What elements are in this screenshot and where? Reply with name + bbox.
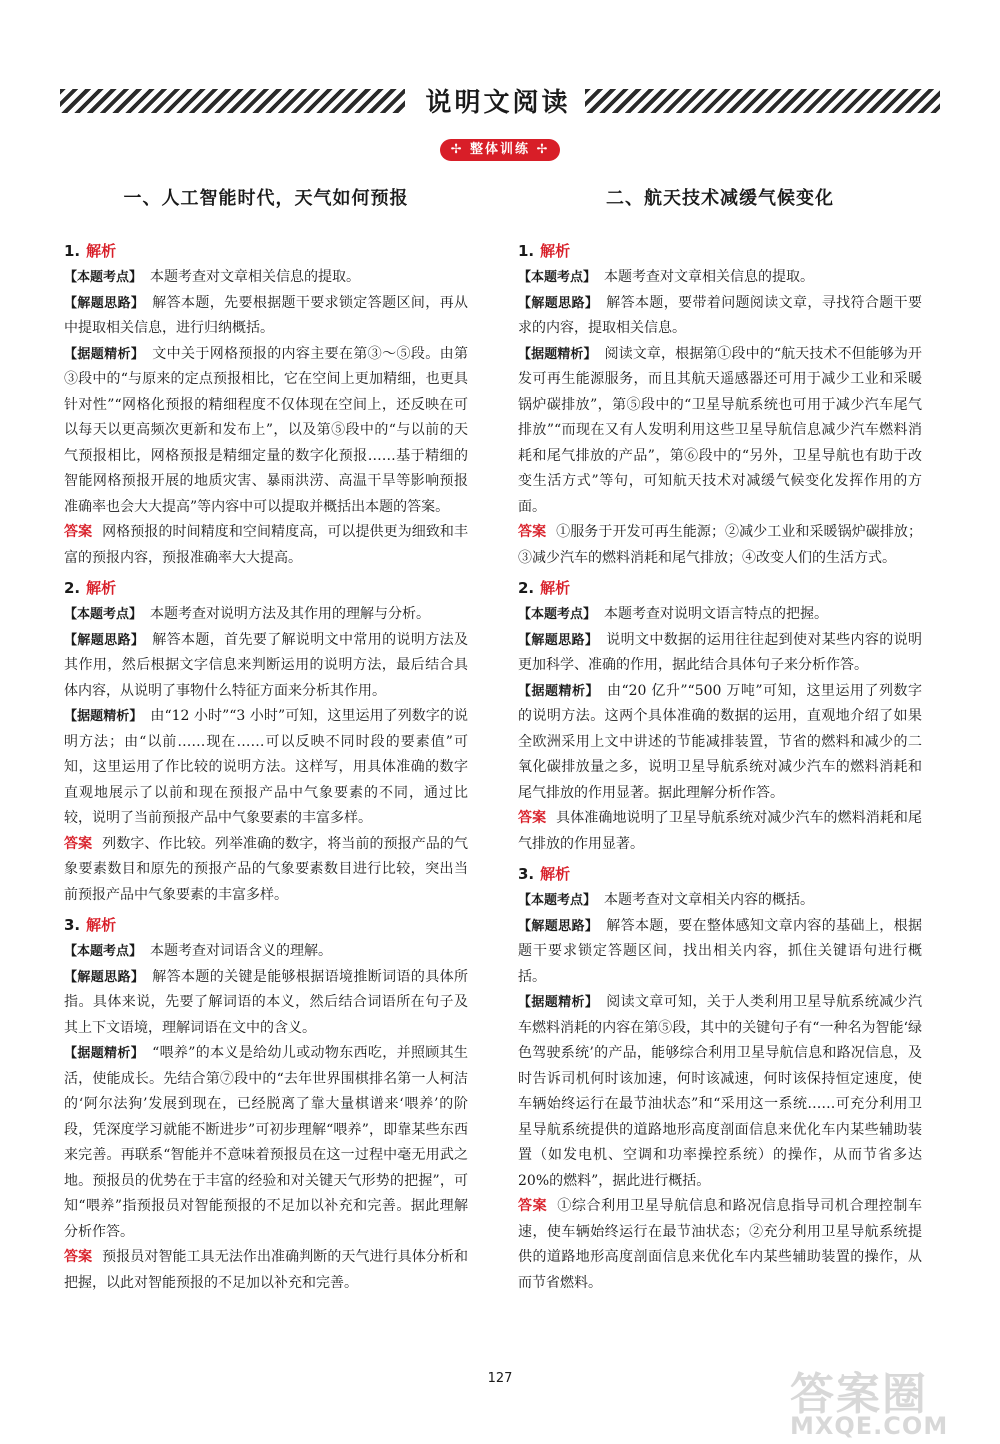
left-column (64, 180, 468, 1300)
analysis-label: 解析 (86, 242, 117, 260)
paragraph (64, 291, 468, 342)
question-1 (64, 240, 468, 571)
watermark-line2: MXQE.COM (790, 1412, 949, 1440)
question-3 (518, 863, 922, 1296)
paragraph (518, 602, 922, 628)
para-tag: 【据题精析】 (518, 995, 599, 1010)
para-tag: 【据题精析】 (64, 709, 143, 724)
header-stripes-left (60, 89, 405, 113)
answer-text: ①服务于开发可再生能源；②减少工业和采暖锅炉碳排放；③减少汽车的燃料消耗和尾气排放；④改变人们的生活方式。 (518, 524, 923, 566)
answer-text: ①综合利用卫星导航信息和路况信息指导司机合理控制车速，使车辆始终运行在最节油状态；②充分利用卫星导航系统提供的道路地形高度剖面信息来优化车内某些辅助装置的操作，从而节省燃料。 (518, 1198, 923, 1291)
paragraph (64, 704, 468, 832)
answer-label: 答案 (518, 524, 547, 540)
paragraph (518, 679, 922, 807)
para-tag: 【本题考点】 (64, 607, 143, 622)
para-tag: 【解题思路】 (64, 969, 145, 985)
question-3 (64, 914, 468, 1296)
para-tag: 【解题思路】 (518, 918, 599, 934)
question-number: 3. (64, 916, 81, 934)
paragraph (64, 265, 468, 291)
para-text: 说明文中数据的运用往往起到使对某些内容的说明更加科学、准确的作用，据此结合具体句子来分析作答。 (518, 631, 922, 673)
paragraph (518, 914, 922, 991)
para-tag: 【据题精析】 (518, 683, 599, 699)
para-text: 阅读文章，根据第①段中的“航天技术不但能够为开发可再生能源服务，而且其航天遥感器还可用于减少工业和采暖锅炉碳排放”，第⑤段中的“卫星导航系统也可用于减少汽车尾气排放”“而现在又有人发明利用这些卫星导航信息减少汽车燃料消耗和尾气排放的产品”，第⑥段中的“另外，卫星导航也有助于改变生活方式”等句，可知航天技术对减缓气候变化发挥作用的方面。 (518, 345, 922, 515)
right-column (518, 180, 922, 1300)
para-tag: 【本题考点】 (518, 607, 597, 622)
question-number: 1. (518, 242, 535, 260)
paragraph (64, 1041, 468, 1245)
para-text: 由“12 小时”“3 小时”可知，这里运用了列数字的说明方法；由“以前……现在……可以反映不同时段的要素值”可知，这里运用了作比较的说明方法。这样写，用具体准确的数字直观地展示了以前和现在预报产品中气象要素的不同，通过比较，说明了当前预报产品中气象要素的丰富多样。 (64, 708, 468, 826)
question-number: 2. (518, 579, 535, 597)
question-number: 1. (64, 242, 81, 260)
para-tag: 【解题思路】 (518, 295, 599, 311)
para-text: 文中关于网格预报的内容主要在第③～⑤段。由第③段中的“与原来的定点预报相比，它在空间上更加精细，也更具针对性”“网格化预报的精细程度不仅体现在空间上，还反映在可以每天以更高频次更新和发布上”，以及第⑤段中的“与以前的天气预报相比，网格预报是精细定量的数字化预报……基于精细的智能网格预报开展的地质灾害、暴雨洪涝、高温干旱等影响预报准确率也会大大提高”等内容中可以提取并概括出本题的答案。 (64, 345, 468, 515)
analysis-label: 解析 (86, 916, 117, 934)
answer-label: 答案 (64, 524, 93, 540)
left-column-title: 一、人工智能时代，天气如何预报 (123, 188, 409, 209)
watermark-logo (790, 1358, 990, 1438)
analysis-label: 解析 (540, 579, 571, 597)
para-text: 阅读文章可知，关于人类利用卫星导航系统减少汽车燃料消耗的内容在第⑤段，其中的关键句子有“一种名为智能‘绿色驾驶系统’的产品，能够综合利用卫星导航信息和路况信息，及时告诉司机何时该加速，何时该减速，何时该保持恒定速度，使车辆始终运行在最节油状态”和“采用这一系统……可充分利用卫星导航系统提供的道路地形高度剖面信息来优化车内某些辅助装置（如发电机、空调和功率操控系统）的操作，从而节省多达 20%的燃料”，据此进行概括。 (518, 994, 922, 1189)
para-text: 本题考查对说明文语言特点的把握。 (604, 606, 829, 622)
para-tag: 【本题考点】 (64, 944, 143, 959)
question-2 (64, 577, 468, 908)
right-column-title: 二、航天技术减缓气候变化 (606, 188, 834, 209)
answer-text: 具体准确地说明了卫星导航系统对减少汽车的燃料消耗和尾气排放的作用显著。 (518, 810, 923, 852)
section-badge: ✢ 整体训练 ✢ (440, 139, 560, 161)
para-text: 本题考查对词语含义的理解。 (150, 943, 333, 959)
para-tag: 【本题考点】 (518, 270, 597, 285)
answer (518, 520, 922, 571)
page-title: 说明文阅读 (425, 88, 571, 118)
paragraph (64, 965, 468, 1042)
para-text: 本题考查对文章相关内容的概括。 (604, 892, 815, 908)
answer-label: 答案 (64, 1249, 93, 1265)
para-tag: 【本题考点】 (64, 270, 143, 285)
paragraph (518, 990, 922, 1194)
paragraph (518, 291, 922, 342)
question-2 (518, 577, 922, 857)
para-text: 解答本题的关键是能够根据语境推断词语的具体所指。具体来说，先要了解词语的本义，然后结合词语所在句子及其上下文语境，理解词语在文中的含义。 (64, 968, 468, 1036)
para-tag: 【据题精析】 (64, 1046, 145, 1061)
para-tag: 【据题精析】 (518, 346, 597, 362)
section-header (60, 84, 940, 120)
para-text: 由“20 亿升”“500 万吨”可知，这里运用了列数字的说明方法。这两个具体准确的数据的运用，直观地介绍了如果全欧洲采用上文中讲述的节能减排装置，节省的燃料和减少的二氧化碳排放量之多，说明卫星导航系统对减少汽车的燃料消耗和尾气排放的作用显著。据此理解分析作答。 (518, 682, 922, 801)
answer-label: 答案 (518, 810, 547, 826)
para-text: 本题考查对文章相关信息的提取。 (604, 269, 815, 285)
answer-text: 预报员对智能工具无法作出准确判断的天气进行具体分析和把握，以此对智能预报的不足加以补充和完善。 (64, 1249, 469, 1291)
analysis-label: 解析 (86, 579, 117, 597)
paragraph (518, 628, 922, 679)
paragraph (518, 888, 922, 914)
paragraph (64, 628, 468, 705)
paragraph (518, 342, 922, 521)
para-tag: 【据题精析】 (64, 346, 145, 362)
paragraph (64, 939, 468, 965)
answer (64, 1245, 468, 1296)
answer-label: 答案 (64, 835, 93, 852)
page-number: 127 (487, 1371, 513, 1386)
para-tag: 【解题思路】 (64, 295, 145, 311)
answer (64, 832, 468, 909)
para-tag: 【解题思路】 (518, 632, 599, 648)
watermark-line1: 答案圈 (790, 1369, 928, 1420)
analysis-label: 解析 (540, 865, 571, 883)
para-tag: 【本题考点】 (518, 893, 597, 908)
para-text: 本题考查对文章相关信息的提取。 (150, 269, 361, 285)
question-number: 3. (518, 865, 535, 883)
para-text: 解答本题，要带着问题阅读文章，寻找符合题干要求的内容，提取相关信息。 (518, 294, 922, 336)
answer-label: 答案 (518, 1198, 548, 1214)
paragraph (64, 342, 468, 521)
answer (518, 806, 922, 857)
answer-text: 网格预报的时间精度和空间精度高，可以提供更为细致和丰富的预报内容，预报准确率大大提高。 (64, 524, 469, 566)
answer (64, 520, 468, 571)
para-text: 本题考查对说明方法及其作用的理解与分析。 (150, 606, 431, 622)
para-tag: 【解题思路】 (64, 632, 145, 648)
header-stripes-right (585, 89, 940, 113)
analysis-label: 解析 (540, 242, 571, 260)
paragraph (64, 602, 468, 628)
question-1 (518, 240, 922, 571)
para-text: 解答本题，要在整体感知文章内容的基础上，根据题干要求锁定答题区间，找出相关内容，抓住关键语句进行概括。 (518, 917, 922, 985)
answer (518, 1194, 922, 1296)
para-text: 解答本题，先要根据题干要求锁定答题区间，再从中提取相关信息，进行归纳概括。 (64, 294, 468, 336)
para-text: “喂养”的本义是给幼儿或动物东西吃，并照顾其生活，使能成长。先结合第⑦段中的“去年世界围棋排名第一人柯洁的‘阿尔法狗’发展到现在，已经脱离了靠大量棋谱来‘喂养’的阶段，凭深度学习就能不断进步”可初步理解“喂养”，即靠某些东西来完善。再联系“智能并不意味着预报员在这一过程中毫无用武之地。预报员的优势在于丰富的经验和对关键天气形势的把握”，可知“喂养”指预报员对智能预报的不足加以补充和完善。据此理解分析作答。 (64, 1045, 468, 1240)
para-text: 解答本题，首先要了解说明文中常用的说明方法及其作用，然后根据文字信息来判断运用的说明方法，最后结合具体内容，从说明了事物什么特征方面来分析其作用。 (64, 631, 468, 699)
paragraph (518, 265, 922, 291)
answer-text: 列数字、作比较。列举准确的数字，将当前的预报产品的气象要素数目和原先的预报产品的气象要素数目进行比较，突出当前预报产品中气象要素的丰富多样。 (64, 835, 469, 903)
question-number: 2. (64, 579, 81, 597)
